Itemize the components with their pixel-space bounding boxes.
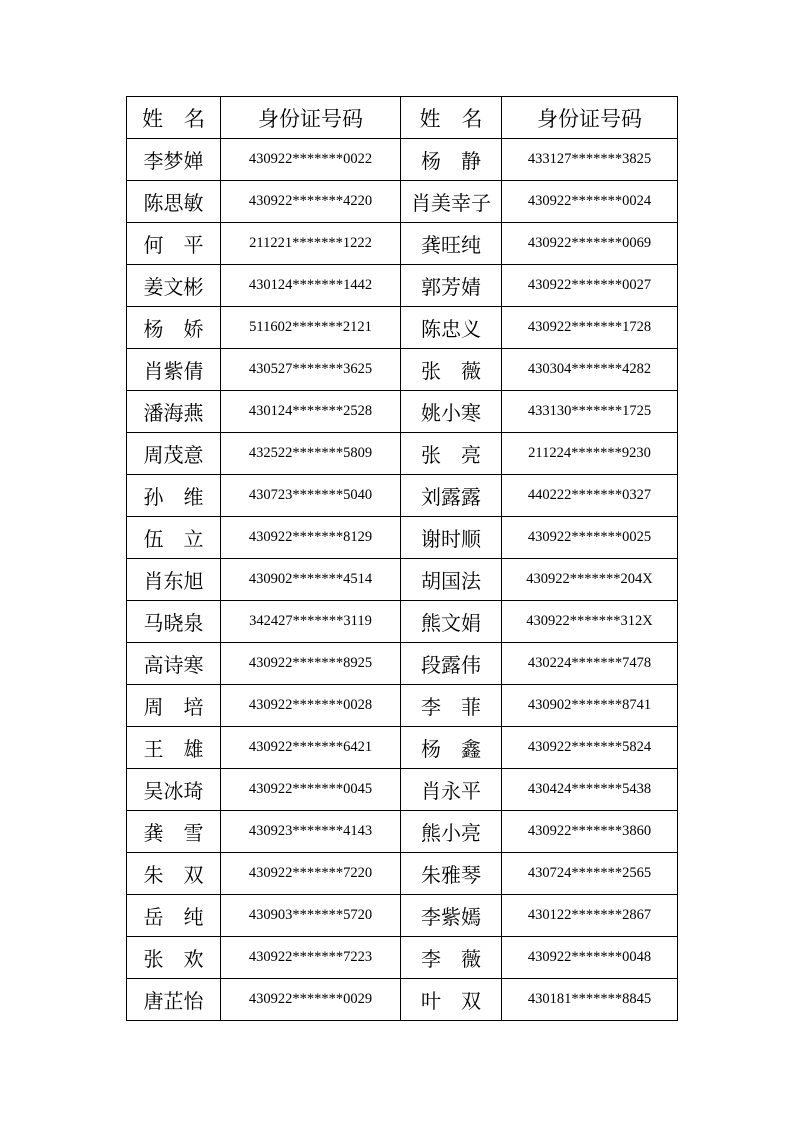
table-row [127,643,678,685]
table-row [127,139,678,181]
header-name-col-2: 姓 名 [401,97,502,139]
name-cell-right: 肖永平 [401,769,502,811]
id-number-cell-right: 211224*******9230 [502,433,678,475]
name-cell-right: 姚小寒 [401,391,502,433]
name-cell-left: 高诗寒 [127,643,221,685]
name-cell-left: 姜文彬 [127,265,221,307]
table-row [127,811,678,853]
id-number-cell-left: 342427*******3119 [221,601,401,643]
name-cell-left: 龚 雪 [127,811,221,853]
table-row [127,769,678,811]
name-cell-right: 张 薇 [401,349,502,391]
id-number-cell-right: 430922*******0048 [502,937,678,979]
table-row [127,895,678,937]
table-row [127,181,678,223]
id-number-cell-right: 430922*******1728 [502,307,678,349]
id-number-cell-left: 211221*******1222 [221,223,401,265]
name-cell-left: 肖东旭 [127,559,221,601]
table-row [127,685,678,727]
table-row [127,433,678,475]
table-row [127,937,678,979]
name-cell-right: 胡国法 [401,559,502,601]
name-cell-right: 杨 静 [401,139,502,181]
name-cell-right: 陈忠义 [401,307,502,349]
name-cell-right: 肖美幸子 [401,181,502,223]
name-cell-left: 杨 娇 [127,307,221,349]
id-number-cell-left: 430902*******4514 [221,559,401,601]
id-number-cell-right: 430724*******2565 [502,853,678,895]
name-cell-left: 王 雄 [127,727,221,769]
name-cell-right: 朱雅琴 [401,853,502,895]
id-number-cell-left: 430922*******7223 [221,937,401,979]
id-number-cell-left: 430922*******6421 [221,727,401,769]
id-number-cell-left: 430922*******8129 [221,517,401,559]
id-number-cell-right: 440222*******0327 [502,475,678,517]
header-id-col-1: 身份证号码 [221,97,401,139]
id-number-cell-left: 430922*******0029 [221,979,401,1021]
id-number-cell-left: 430922*******8925 [221,643,401,685]
table-row [127,475,678,517]
id-number-cell-right: 430922*******0024 [502,181,678,223]
name-cell-left: 伍 立 [127,517,221,559]
table-row [127,223,678,265]
name-cell-right: 李紫嫣 [401,895,502,937]
name-cell-left: 张 欢 [127,937,221,979]
id-number-cell-right: 430122*******2867 [502,895,678,937]
id-number-cell-left: 430124*******1442 [221,265,401,307]
table-row [127,307,678,349]
id-number-cell-left: 430923*******4143 [221,811,401,853]
name-cell-left: 肖紫倩 [127,349,221,391]
name-cell-right: 杨 鑫 [401,727,502,769]
name-cell-left: 周茂意 [127,433,221,475]
id-number-cell-right: 430922*******312X [502,601,678,643]
id-number-cell-right: 430181*******8845 [502,979,678,1021]
id-number-cell-left: 430922*******0022 [221,139,401,181]
id-number-cell-right: 430424*******5438 [502,769,678,811]
id-number-cell-right: 430922*******204X [502,559,678,601]
id-number-cell-right: 430922*******3860 [502,811,678,853]
id-number-cell-left: 430124*******2528 [221,391,401,433]
name-cell-right: 谢时顺 [401,517,502,559]
name-cell-left: 马晓泉 [127,601,221,643]
id-number-cell-left: 430527*******3625 [221,349,401,391]
name-cell-left: 孙 维 [127,475,221,517]
name-cell-left: 陈思敏 [127,181,221,223]
name-cell-right: 叶 双 [401,979,502,1021]
id-number-cell-left: 430922*******4220 [221,181,401,223]
id-number-cell-right: 430922*******0025 [502,517,678,559]
id-number-cell-left: 432522*******5809 [221,433,401,475]
id-number-cell-left: 511602*******2121 [221,307,401,349]
name-cell-right: 段露伟 [401,643,502,685]
header-id-col-2: 身份证号码 [502,97,678,139]
table-row [127,727,678,769]
name-cell-left: 何 平 [127,223,221,265]
table-body [127,139,678,1021]
name-cell-left: 周 培 [127,685,221,727]
table-row [127,979,678,1021]
id-number-cell-right: 430224*******7478 [502,643,678,685]
id-number-cell-right: 430922*******0027 [502,265,678,307]
name-cell-right: 熊文娟 [401,601,502,643]
name-cell-right: 李 薇 [401,937,502,979]
table-row [127,391,678,433]
header-name-col-1: 姓 名 [127,97,221,139]
id-roster-table [126,96,678,1021]
id-number-cell-left: 430903*******5720 [221,895,401,937]
name-cell-left: 唐芷怡 [127,979,221,1021]
id-number-cell-right: 430922*******0069 [502,223,678,265]
id-number-cell-right: 433130*******1725 [502,391,678,433]
table-row [127,517,678,559]
name-cell-right: 刘露露 [401,475,502,517]
name-cell-left: 吴冰琦 [127,769,221,811]
name-cell-left: 朱 双 [127,853,221,895]
name-cell-right: 张 亮 [401,433,502,475]
table-header-row [127,97,678,139]
id-number-cell-left: 430922*******7220 [221,853,401,895]
name-cell-right: 李 菲 [401,685,502,727]
name-cell-left: 岳 纯 [127,895,221,937]
id-number-cell-right: 430304*******4282 [502,349,678,391]
table-row [127,349,678,391]
id-number-cell-right: 433127*******3825 [502,139,678,181]
id-number-cell-right: 430922*******5824 [502,727,678,769]
name-cell-right: 熊小亮 [401,811,502,853]
name-cell-left: 李梦婵 [127,139,221,181]
table-row [127,853,678,895]
id-number-cell-left: 430922*******0045 [221,769,401,811]
name-cell-right: 龚旺纯 [401,223,502,265]
table-row [127,559,678,601]
id-number-cell-right: 430902*******8741 [502,685,678,727]
id-number-cell-left: 430922*******0028 [221,685,401,727]
table-row [127,601,678,643]
name-cell-right: 郭芳婧 [401,265,502,307]
name-cell-left: 潘海燕 [127,391,221,433]
id-number-cell-left: 430723*******5040 [221,475,401,517]
table-row [127,265,678,307]
